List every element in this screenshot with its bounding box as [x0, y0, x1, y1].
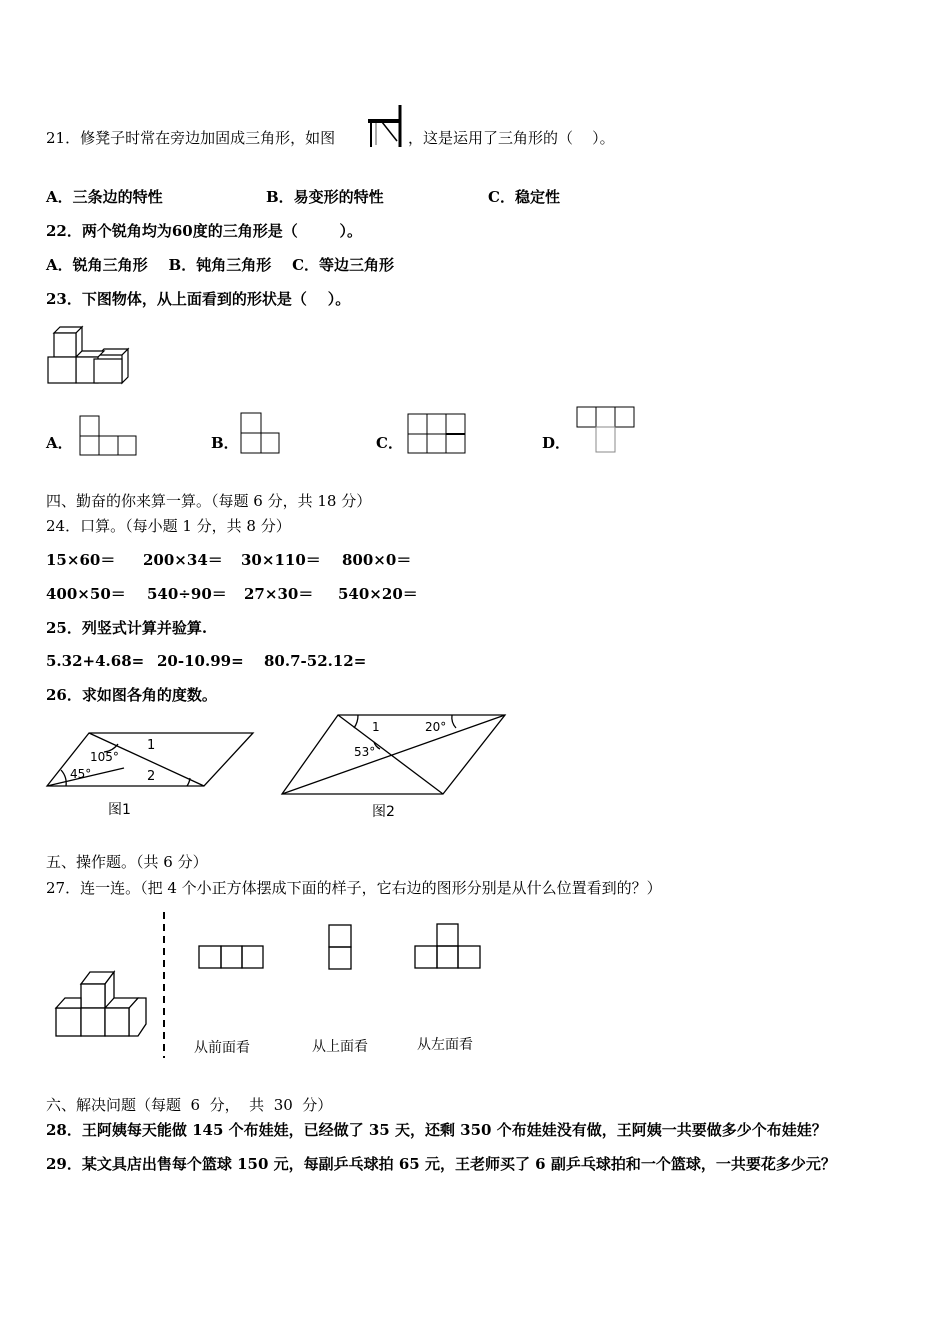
q21-option-c[interactable]: C．稳定性 [488, 188, 560, 206]
fig2-angle-20: 20° [425, 720, 447, 734]
q27-cube-figure [52, 968, 152, 1042]
q27-view-front [198, 945, 266, 971]
q25-item: 5.32+4.68= [46, 652, 145, 670]
q29-text: 29．某文具店出售每个篮球 150 元，每副乒乓球拍 65 元，王老师买了 6 副乒乓球拍和一个篮球，一共要花多少元？ [46, 1155, 836, 1173]
q23-cube-figure [46, 325, 132, 387]
q23-option-a[interactable]: A． [46, 434, 73, 452]
fig1-caption: 图1 [108, 802, 131, 818]
q28-text: 28．王阿姨每天能做 145 个布娃娃，已经做了 35 天，还剩 350 个布娃娃没有做，王阿姨一共要做多少个布娃娃？ [46, 1121, 827, 1139]
q27-text: 27．连一连。（把 4 个小正方体摆成下面的样子，它右边的图形分别是从什么位置看到的？） [46, 879, 662, 897]
q24-item: 800×0＝ [342, 551, 412, 569]
fig1-label-1: 1 [147, 738, 156, 753]
q24-item: 27×30＝ [244, 585, 314, 603]
q27-view-top [328, 924, 354, 970]
q25-item: 80.7-52.12= [264, 652, 367, 670]
fig1-label-2: 2 [147, 769, 156, 784]
q23-option-c-shape [407, 413, 467, 457]
q24-item: 15×60＝ [46, 551, 116, 569]
q23-option-c[interactable]: C． [376, 434, 403, 452]
q27-label-front[interactable]: 从前面看 [194, 1040, 250, 1056]
q22-options[interactable]: A．锐角三角形 B．钝角三角形 C．等边三角形 [46, 256, 395, 274]
fig2-caption: 图2 [372, 804, 395, 820]
q24-item: 200×34＝ [143, 551, 223, 569]
q23-option-b-shape [240, 412, 282, 456]
q24-item: 540÷90＝ [147, 585, 227, 603]
q21-option-b[interactable]: B．易变形的特性 [266, 188, 384, 206]
q24-item: 540×20＝ [338, 585, 418, 603]
stool-icon [366, 103, 404, 149]
fig1-angle-105: 105° [90, 750, 119, 764]
fig2-label-1: 1 [372, 720, 380, 734]
q26-text: 26．求如图各角的度数。 [46, 686, 217, 704]
q27-label-top[interactable]: 从上面看 [312, 1039, 368, 1055]
q27-label-left[interactable]: 从左面看 [417, 1037, 473, 1053]
q21-text-before: 21．修凳子时常在旁边加固成三角形，如图 [46, 129, 336, 147]
q26-figure-2 [280, 712, 508, 822]
q26-figure-1 [44, 730, 256, 822]
fig2-angle-53: 53° [354, 745, 376, 759]
q24-item: 30×110＝ [241, 551, 321, 569]
q27-view-left [414, 923, 484, 969]
q24-item: 400×50＝ [46, 585, 126, 603]
q23-option-a-shape [78, 414, 138, 458]
q23-text: 23．下图物体，从上面看到的形状是（ ）。 [46, 290, 351, 308]
q25-text: 25．列竖式计算并验算. [46, 619, 208, 637]
section4-title: 四、勤奋的你来算一算。（每题 6 分，共 18 分） [46, 492, 372, 510]
q25-item: 20-10.99= [157, 652, 244, 670]
q27-dashed-divider [162, 912, 166, 1058]
q21-option-a[interactable]: A．三条边的特性 [46, 188, 163, 206]
section6-title: 六、解决问题（每题 6 分， 共 30 分） [46, 1096, 333, 1114]
q21-text-after: ，这是运用了三角形的（ ）。 [408, 129, 615, 147]
q24-text: 24．口算。（每小题 1 分，共 8 分） [46, 517, 291, 535]
section5-title: 五、操作题。（共 6 分） [46, 853, 208, 871]
q23-option-d[interactable]: D． [542, 434, 571, 452]
fig1-angle-45: 45° [70, 767, 92, 781]
q23-option-d-shape [576, 406, 636, 456]
q22-text: 22．两个锐角均为60度的三角形是（ ）。 [46, 222, 363, 240]
q23-option-b[interactable]: B． [211, 434, 239, 452]
